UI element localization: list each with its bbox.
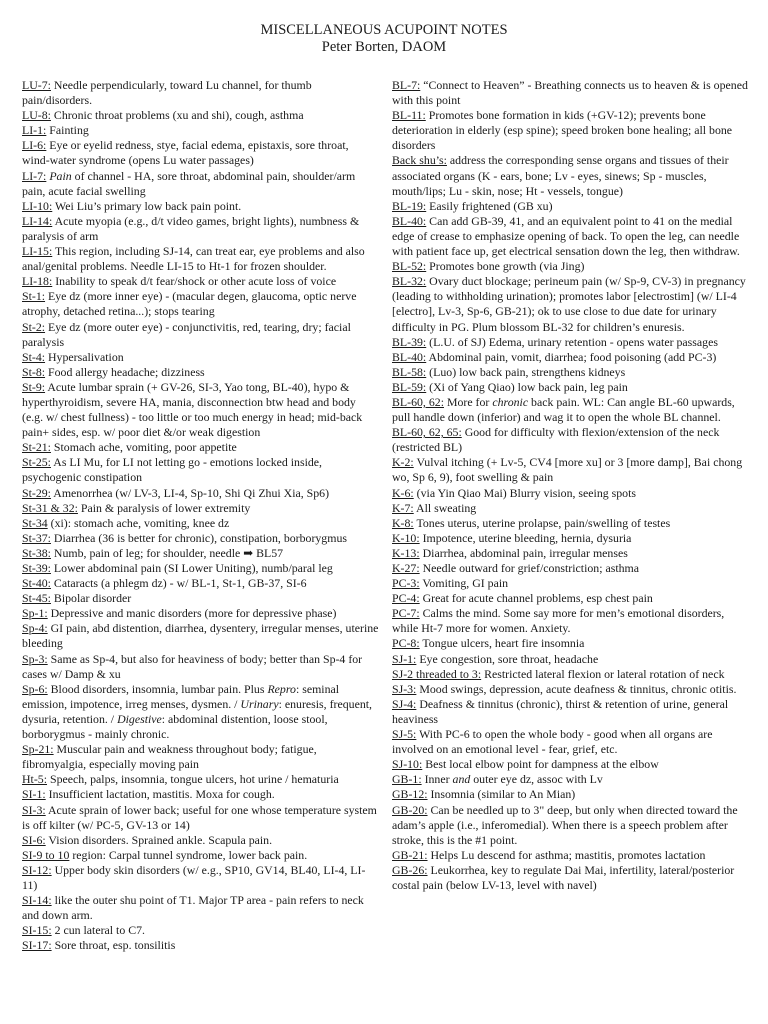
point-label: LI-18:: [22, 274, 53, 289]
point-label: Sp-4:: [22, 621, 48, 636]
point-label: SJ-4:: [392, 696, 417, 711]
point-label: Ht-5:: [22, 772, 48, 787]
note-entry: [392, 214, 753, 259]
note-text: As LI Mu, for LI not letting go - emotions locked inside, psychogenic constipation: [22, 455, 323, 485]
point-label: St-40:: [22, 576, 51, 591]
note-entry: [392, 455, 753, 485]
note-entry: [22, 576, 379, 591]
note-text: Promotes bone formation in kids (+GV-12); prevents bone deterioration in elderly (esp spine); speed broken bone healing; all bone disorders: [392, 108, 733, 153]
point-label: SI-3:: [22, 802, 46, 817]
point-label: K-13:: [392, 545, 420, 560]
note-entry: [22, 486, 379, 501]
note-entry: [22, 214, 379, 244]
note-entry: [22, 199, 379, 214]
note-text: Eye or eyelid redness, stye, facial edema, epistaxis, sore throat, wind-water syndrome (opens Lu water passages): [22, 138, 349, 168]
note-text: Bipolar disorder: [50, 591, 132, 606]
note-text: Numb, pain of leg; for shoulder, needle ➡ BL57: [50, 545, 284, 560]
note-text: Leukorrhea, key to regulate Dai Mai, infertility, lateral/posterior costal pain (below LV-13, level with navel): [392, 862, 735, 892]
note-text: This region, including SJ-14, can treat ear, eye problems and also anal/genital problems. Needle LI-15 to Ht-1 for frozen shoulder.: [22, 244, 365, 274]
note-text: : enuresis, frequent, dysuria, retention. /: [22, 696, 372, 726]
note-entry: [392, 365, 753, 380]
note-entry: [392, 561, 753, 576]
note-text: Acute sprain of lower back; useful for one whose temperature system is off kilter (w/ PC-5, GV-13 or 14): [22, 802, 377, 832]
note-text: : abdominal distention, loose stool, borborygmus - mainly chronic.: [22, 711, 328, 742]
point-label: BL-40:: [392, 349, 427, 364]
note-text: Tones uterus, uterine prolapse, pain/swelling of testes: [413, 515, 671, 530]
note-text: Deafness & tinnitus (chronic), thirst & retention of urine, general heaviness: [392, 696, 729, 726]
note-entry: [22, 380, 379, 440]
point-label: St-38:: [22, 545, 51, 560]
point-label: BL-32:: [392, 274, 427, 289]
note-entry: [22, 455, 379, 485]
point-label: SJ-1:: [392, 651, 417, 666]
note-text: Needle outward for grief/constriction; asthma: [419, 561, 640, 575]
point-label: Sp-6:: [22, 681, 48, 696]
point-label: Sp-21:: [22, 742, 54, 757]
point-label: K-8:: [392, 515, 414, 530]
note-entry: [22, 440, 379, 455]
note-entry: [22, 606, 379, 621]
point-label: St-39:: [22, 561, 51, 575]
point-label: LI-6:: [22, 138, 47, 153]
point-label: Sp-3:: [22, 651, 48, 666]
note-entry: [392, 108, 753, 153]
point-label: BL-39:: [392, 334, 427, 349]
note-entry: [22, 274, 379, 289]
point-label: St-37:: [22, 530, 51, 545]
point-label: LI-15:: [22, 244, 53, 259]
point-label: SJ-3:: [392, 681, 417, 696]
note-text: Muscular pain and weakness throughout body; fatigue, fibromyalgia, especially moving pain: [22, 742, 317, 772]
note-text: Depressive and manic disorders (more for depressive phase): [47, 606, 337, 621]
note-text: Speech, palps, insomnia, tongue ulcers, hot urine / hematuria: [47, 772, 339, 787]
point-label: K-7:: [392, 500, 414, 515]
note-text: Can be needled up to 3" deep, but only when directed toward the adam’s apple (i.e., inferomedial). When there is a speech problem after stroke, this is the #1 point.: [392, 802, 738, 847]
note-entry: [22, 923, 379, 938]
document-title: MISCELLANEOUS ACUPOINT NOTES: [260, 22, 508, 38]
note-emphasis: Pain: [49, 168, 72, 183]
note-text: Best local elbow point for dampness at the elbow: [422, 757, 659, 772]
note-entry: [392, 652, 753, 667]
note-text: Diarrhea (36 is better for chronic), constipation, borborygmus: [50, 530, 347, 545]
note-entry: [22, 621, 379, 651]
point-label: K-27:: [392, 561, 420, 575]
note-text: Pain & paralysis of lower extremity: [77, 500, 251, 515]
note-emphasis: Digestive: [117, 711, 162, 726]
note-entry: [22, 652, 379, 682]
point-label: K-10:: [392, 530, 420, 545]
point-label: BL-60, 62:: [392, 394, 444, 409]
note-entry: [22, 742, 379, 772]
note-entry: [392, 697, 753, 727]
note-text: All sweating: [413, 500, 477, 515]
point-label: BL-60, 62, 65:: [392, 425, 462, 440]
note-entry: [22, 350, 379, 365]
note-entry: [392, 727, 753, 757]
point-label: St-2:: [22, 319, 46, 334]
note-entry: [392, 501, 753, 516]
note-entry: [392, 486, 753, 501]
note-entry: [392, 78, 753, 108]
note-entry: [392, 803, 753, 848]
note-text: Great for acute channel problems, esp chest pain: [419, 591, 653, 606]
note-text: Restricted lateral flexion or lateral rotation of neck: [481, 666, 725, 681]
note-text: address the corresponding sense organs and tissues of their associated organs (K - ears, bone; Lv - eyes, sinews; Sp - muscles, mouth/lips; Lu - skin, nose; Ht - vessels, tongue): [392, 153, 729, 198]
document-author: Peter Borten, DAOM: [321, 39, 447, 55]
point-label: PC-8:: [392, 636, 420, 651]
note-entry: [392, 667, 753, 682]
note-text: outer eye dz, assoc with Lv: [470, 772, 603, 787]
point-label: SJ-5:: [392, 727, 417, 742]
note-entry: [22, 289, 379, 319]
note-entry: [392, 757, 753, 772]
point-label: GB-20:: [392, 802, 428, 817]
note-entry: [392, 636, 753, 651]
point-label: St-25:: [22, 455, 51, 470]
note-entry: [22, 78, 379, 108]
note-text: Diarrhea, abdominal pain, irregular menses: [419, 545, 628, 560]
point-label: St-8:: [22, 364, 46, 379]
note-entry: [392, 516, 753, 531]
note-text: (L.U. of SJ) Edema, urinary retention - opens water passages: [426, 334, 718, 349]
point-label: SJ-2 threaded to 3:: [392, 666, 482, 681]
note-entry: [392, 772, 753, 787]
note-text: Vomiting, GI pain: [419, 576, 509, 591]
note-text: Calms the mind. Some say more for men’s emotional disorders, while Ht-7 more for women. Anxiety.: [392, 606, 725, 636]
point-label: BL-19:: [392, 198, 427, 213]
note-entry: [22, 108, 379, 123]
note-entry: [22, 938, 379, 953]
document-header: [0, 22, 768, 56]
note-text: back pain. WL: Can angle BL-60 upwards, pull handle down (inferior) and wag it to open the whole BL channel.: [392, 394, 735, 425]
note-emphasis: Urinary: [240, 696, 279, 711]
point-label: SJ-10:: [392, 757, 423, 772]
point-label: SI-9 to 10: [22, 847, 70, 862]
note-entry: [392, 531, 753, 546]
note-text: (Luo) low back pain, strengthens kidneys: [426, 364, 626, 379]
point-label: K-6:: [392, 485, 414, 500]
point-label: SI-14:: [22, 893, 52, 908]
point-label: St-4:: [22, 349, 46, 364]
point-label: SI-15:: [22, 923, 52, 938]
note-entry: [22, 848, 379, 863]
point-label: PC-3:: [392, 576, 420, 591]
point-label: SI-17:: [22, 938, 52, 953]
point-label: St-45:: [22, 591, 51, 606]
note-text: Eye dz (more inner eye) - (macular degen, glaucoma, optic nerve atrophy, detached retina...); stops tearing: [22, 289, 357, 319]
note-entry: [22, 561, 379, 576]
point-label: St-29:: [22, 485, 51, 500]
note-entry: [392, 682, 753, 697]
point-label: SI-1:: [22, 787, 46, 802]
point-label: LI-7:: [22, 168, 47, 183]
note-text: Cataracts (a phlegm dz) - w/ BL-1, St-1, GB-37, SI-6: [50, 576, 307, 591]
note-entry: [392, 606, 753, 636]
note-entry: [392, 153, 753, 198]
point-label: BL-40:: [392, 213, 427, 228]
note-entry: [22, 123, 379, 138]
note-entry: [392, 335, 753, 350]
point-label: St-1:: [22, 289, 46, 304]
note-text: Chronic throat problems (xu and shi), cough, asthma: [50, 108, 304, 123]
note-entry: [22, 772, 379, 787]
note-entry: [392, 274, 753, 334]
note-text: Inner: [421, 772, 453, 787]
note-entry: [22, 682, 379, 742]
point-label: LI-10:: [22, 198, 53, 213]
note-text: (xi): stomach ache, vomiting, knee dz: [47, 515, 230, 530]
note-emphasis: Repro: [267, 681, 296, 696]
note-entry: [22, 546, 379, 561]
point-label: St-31 & 32:: [22, 500, 78, 515]
note-entry: [22, 893, 379, 923]
note-text: (via Yin Qiao Mai) Blurry vision, seeing spots: [413, 485, 636, 500]
note-entry: [22, 138, 379, 168]
note-text: Stomach ache, vomiting, poor appetite: [50, 440, 237, 455]
note-entry: [22, 516, 379, 531]
note-text: (Xi of Yang Qiao) low back pain, leg pain: [426, 379, 628, 394]
note-text: region: Carpal tunnel syndrome, lower back pain.: [69, 847, 308, 862]
note-entry: [22, 787, 379, 802]
note-text: Blood disorders, insomnia, lumbar pain. Plus: [47, 681, 268, 696]
note-entry: [22, 320, 379, 350]
note-entry: [392, 395, 753, 425]
note-text: Can add GB-39, 41, and an equivalent point to 41 on the medial edge of crease to emphasize opening of back. To open the leg, can needle with patient face up, get electrical sensation down the leg, then withdraw.: [392, 213, 740, 259]
note-entry: [392, 199, 753, 214]
note-entry: [392, 259, 753, 274]
note-entry: [392, 591, 753, 606]
point-label: Back shu’s:: [392, 153, 447, 168]
point-label: St-9:: [22, 379, 46, 394]
point-label: BL-52:: [392, 259, 427, 274]
note-text: : seminal emission, impotence, irreg menses, dysmen. /: [22, 681, 340, 711]
note-text: Eye dz (more outer eye) - conjunctivitis, red, tearing, dry; facial paralysis: [22, 319, 351, 349]
note-text: Insomnia (similar to An Mian): [427, 787, 576, 802]
note-text: Ovary duct blockage; perineum pain (w/ Sp-9, CV-3) in pregnancy (leading to withholding urination); promotes labor [electrostim] (w/ LI-4 [electro], Lv-3, Sp-6, GB-21); ok to use close to due date for urinary difficulty in PG. Plum blossom BL-32 for children’s enuresis.: [392, 274, 746, 334]
note-entry: [22, 531, 379, 546]
note-entry: [22, 169, 379, 199]
point-label: GB-12:: [392, 787, 428, 802]
point-label: LI-14:: [22, 213, 53, 228]
note-text: More for: [443, 394, 493, 409]
note-text: Wei Liu’s primary low back pain point.: [52, 198, 242, 213]
note-entry: [22, 365, 379, 380]
note-text: Same as Sp-4, but also for heaviness of body; better than Sp-4 for cases w/ Damp & xu: [22, 651, 363, 681]
note-text: Upper body skin disorders (w/ e.g., SP10, GV14, BL40, LI-4, LI-11): [22, 862, 366, 892]
note-entry: [392, 863, 753, 893]
note-text: Helps Lu descend for asthma; mastitis, promotes lactation: [427, 847, 706, 862]
note-entry: [22, 863, 379, 893]
point-label: Sp-1:: [22, 606, 48, 621]
point-label: K-2:: [392, 455, 414, 470]
note-text: Needle perpendicularly, toward Lu channel, for thumb pain/disorders.: [22, 78, 312, 108]
note-text: Fainting: [46, 123, 89, 138]
point-label: LI-1:: [22, 123, 47, 138]
note-text: Inability to speak d/t fear/shock or other acute loss of voice: [52, 274, 337, 289]
point-label: GB-26:: [392, 862, 428, 877]
note-text: like the outer shu point of T1. Major TP area - pain refers to neck and down arm.: [22, 893, 364, 923]
note-entry: [392, 576, 753, 591]
note-entry: [392, 848, 753, 863]
note-text: “Connect to Heaven” - Breathing connects us to heaven & is opened with this point: [392, 78, 748, 108]
note-entry: [392, 425, 753, 455]
point-label: LU-7:: [22, 78, 51, 92]
note-entry: [392, 546, 753, 561]
note-text: Lower abdominal pain (SI Lower Uniting), numb/paral leg: [50, 561, 333, 575]
note-text: 2 cun lateral to C7.: [51, 923, 146, 938]
note-emphasis: chronic: [492, 394, 529, 409]
note-text: Good for difficulty with flexion/extension of the neck (restricted BL): [392, 425, 720, 455]
note-entry: [392, 380, 753, 395]
point-label: LU-8:: [22, 108, 51, 123]
note-entry: [22, 591, 379, 606]
note-text: Tongue ulcers, heart fire insomnia: [419, 636, 585, 651]
point-label: BL-59:: [392, 379, 427, 394]
note-entry: [392, 350, 753, 365]
note-entry: [22, 244, 379, 274]
point-label: SI-6:: [22, 832, 46, 847]
point-label: St-21:: [22, 440, 51, 455]
note-text: Food allergy headache; dizziness: [45, 364, 205, 379]
point-label: PC-4:: [392, 591, 420, 606]
note-emphasis: and: [452, 772, 471, 787]
point-label: GB-1:: [392, 772, 422, 787]
note-entry: [392, 787, 753, 802]
note-text: Impotence, uterine bleeding, hernia, dysuria: [419, 530, 632, 545]
note-text: Vision disorders. Sprained ankle. Scapula pain.: [45, 832, 273, 847]
note-text: Mood swings, depression, acute deafness & tinnitus, chronic otitis.: [416, 681, 737, 696]
point-label: BL-7:: [392, 78, 421, 92]
right-column: [392, 78, 753, 893]
note-text: Insufficient lactation, mastitis. Moxa for cough.: [45, 787, 275, 802]
note-text: Amenorrhea (w/ LV-3, LI-4, Sp-10, Shi Qi Zhui Xia, Sp6): [50, 485, 330, 500]
note-entry: [22, 501, 379, 516]
note-text: Acute myopia (e.g., d/t video games, bright lights), numbness & paralysis of arm: [22, 213, 360, 243]
note-text: Sore throat, esp. tonsilitis: [51, 938, 176, 953]
note-text: Abdominal pain, vomit, diarrhea; food poisoning (add PC-3): [426, 349, 717, 364]
point-label: GB-21:: [392, 847, 428, 862]
point-label: BL-11:: [392, 108, 426, 123]
note-text: Hypersalivation: [45, 349, 124, 364]
note-text: Eye congestion, sore throat, headache: [416, 651, 599, 666]
point-label: BL-58:: [392, 364, 427, 379]
note-text: Acute lumbar sprain (+ GV-26, SI-3, Yao tong, BL-40), hypo & hyperthyroidism, severe HA, mania, disconnection btw head and body (e.g. w/ chest fullness) - too little or too much energy in head; mid-back pain+ sides, esp. w/ poor diet &/or weak digestion: [22, 379, 363, 440]
note-entry: [22, 803, 379, 833]
point-label: SI-12:: [22, 862, 52, 877]
note-text: Vulval itching (+ Lv-5, CV4 [more xu] or 3 [more damp], Bai chong wo, Sp 6, 9), foot swelling & pain: [392, 455, 743, 485]
note-text: GI pain, abd distention, diarrhea, dysentery, irregular menses, uterine bleeding: [22, 621, 379, 651]
point-label: PC-7:: [392, 606, 420, 621]
left-column: [22, 78, 379, 953]
note-text: With PC-6 to open the whole body - good when all organs are involved on an emotional level - fear, grief, etc.: [392, 727, 713, 757]
note-entry: [22, 833, 379, 848]
point-label: St-34: [22, 515, 48, 530]
note-text: Easily frightened (GB xu): [426, 198, 553, 213]
note-text: of channel - HA, sore throat, abdominal pain, shoulder/arm pain, acute facial swelling: [22, 168, 356, 198]
note-text: Promotes bone growth (via Jing): [426, 259, 585, 274]
